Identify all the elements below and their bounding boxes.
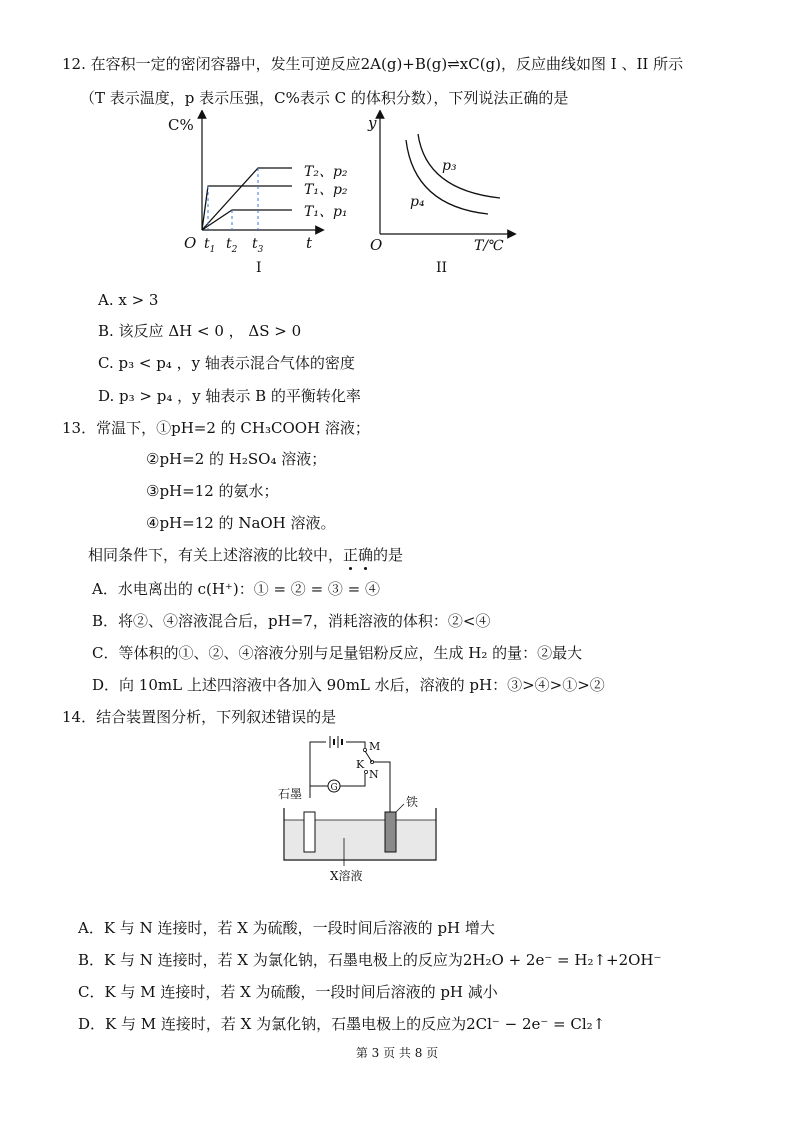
iron-electrode [385, 812, 396, 852]
fig1-ylabel: C% [168, 116, 194, 134]
q13-lead-text-a: 相同条件下，有关上述溶液的比较中， [88, 546, 344, 564]
q12-stem-line2: （T 表示温度，p 表示压强，C%表示 C 的体积分数），下列说法正确的是 [80, 89, 569, 107]
label-iron: 铁 [406, 795, 419, 809]
fig1-label-T1p1: T₁、p₁ [304, 204, 348, 220]
label-K: K [356, 758, 365, 771]
q12-option-d: D. p₃ > p₄ ，y 轴表示 B 的平衡转化率 [98, 387, 361, 405]
label-solution: X溶液 [330, 869, 363, 883]
q13-item-3: ③pH=12 的氨水； [146, 482, 279, 500]
fig1-label-T2p2: T₂、p₂ [304, 164, 348, 180]
page-footer: 第 3 页 共 8 页 [355, 1046, 439, 1060]
fig2-label-p3: p₃ [442, 158, 457, 174]
fig2-origin: O [370, 236, 383, 254]
fig1-caption: I [256, 260, 262, 276]
fig2-label-p4: p₄ [410, 194, 425, 210]
q13-stem: 13．常温下，①pH=2 的 CH₃COOH 溶液； [62, 419, 370, 437]
q12-figure-1 [160, 110, 360, 280]
q13-option-c: C．等体积的①、②、④溶液分别与足量铝粉反应，生成 H₂ 的量：②最大 [92, 644, 583, 662]
wire-left-top [310, 742, 326, 798]
q13-item-2: ②pH=2 的 H₂SO₄ 溶液； [146, 450, 327, 468]
fig2-caption: II [436, 260, 448, 276]
q12-option-a: A. x > 3 [98, 291, 159, 309]
fig1-tick-t3: $t_3$ [252, 236, 264, 255]
q13-option-a: A．水电离出的 c(H⁺)：① = ② = ③ = ④ [92, 580, 381, 598]
fig1-curve-T1p1 [202, 210, 292, 230]
fig2-curve-p3 [418, 134, 500, 198]
fig1-label-T1p2: T₁、p₂ [304, 182, 348, 198]
fig1-curve-T1p2 [202, 186, 292, 230]
label-graphite: 石墨 [278, 787, 303, 801]
q13-lead-text-b: 的是 [373, 546, 404, 564]
q14-option-a: A．K 与 N 连接时，若 X 为硫酸，一段时间后溶液的 pH 增大 [78, 919, 495, 937]
label-M: M [369, 740, 381, 753]
fig1-origin: O [184, 234, 197, 252]
fig1-xlabel: t [306, 234, 313, 252]
q14-stem: 14．结合装置图分析，下列叙述错误的是 [62, 708, 337, 726]
q14-option-b: B．K 与 N 连接时，若 X 为氯化钠，石墨电极上的反应为2H₂O + 2e⁻ = H₂↑+2OH⁻ [78, 951, 662, 969]
label-N: N [369, 768, 379, 781]
q12-option-c: C. p₃ < p₄ ，y 轴表示混合气体的密度 [98, 354, 355, 372]
q13-lead-emphasis-2: 确 [358, 546, 374, 564]
q13-option-b: B．将②、④溶液混合后，pH=7，消耗溶液的体积：②<④ [92, 612, 491, 630]
label-G: G [330, 783, 338, 793]
q13-lead [88, 545, 403, 565]
terminal-N [364, 770, 367, 773]
q13-lead-emphasis-1: 正 [343, 546, 359, 564]
wire-N-to-G [340, 774, 365, 786]
fig1-tick-t2: $t_2$ [226, 236, 238, 255]
fig1-tick-t1: $t_1$ [204, 236, 216, 255]
q12-figure-2 [366, 110, 526, 280]
graphite-electrode [304, 812, 315, 852]
q13-option-d: D．向 10mL 上述四溶液中各加入 90mL 水后，溶液的 pH：③>④>①>② [92, 676, 605, 694]
fig2-xlabel: T/℃ [474, 238, 504, 254]
fig2-ylabel: y [368, 114, 377, 132]
q12-option-b: B. 该反应 ΔH < 0 ， ΔS > 0 [98, 322, 302, 340]
q14-apparatus-figure [270, 734, 450, 884]
q13-item-4: ④pH=12 的 NaOH 溶液。 [146, 514, 336, 532]
q12-stem-line1: 12. 在容积一定的密闭容器中，发生可逆反应2A(g)+B(g)⇌xC(g)，反应曲线如图 I 、II 所示 [62, 55, 684, 73]
wire-to-M [346, 742, 365, 748]
q14-option-d: D．K 与 M 连接时，若 X 为氯化钠，石墨电极上的反应为2Cl⁻ − 2e⁻ = Cl₂↑ [78, 1015, 606, 1033]
q14-option-c: C．K 与 M 连接时，若 X 为硫酸，一段时间后溶液的 pH 减小 [78, 983, 498, 1001]
